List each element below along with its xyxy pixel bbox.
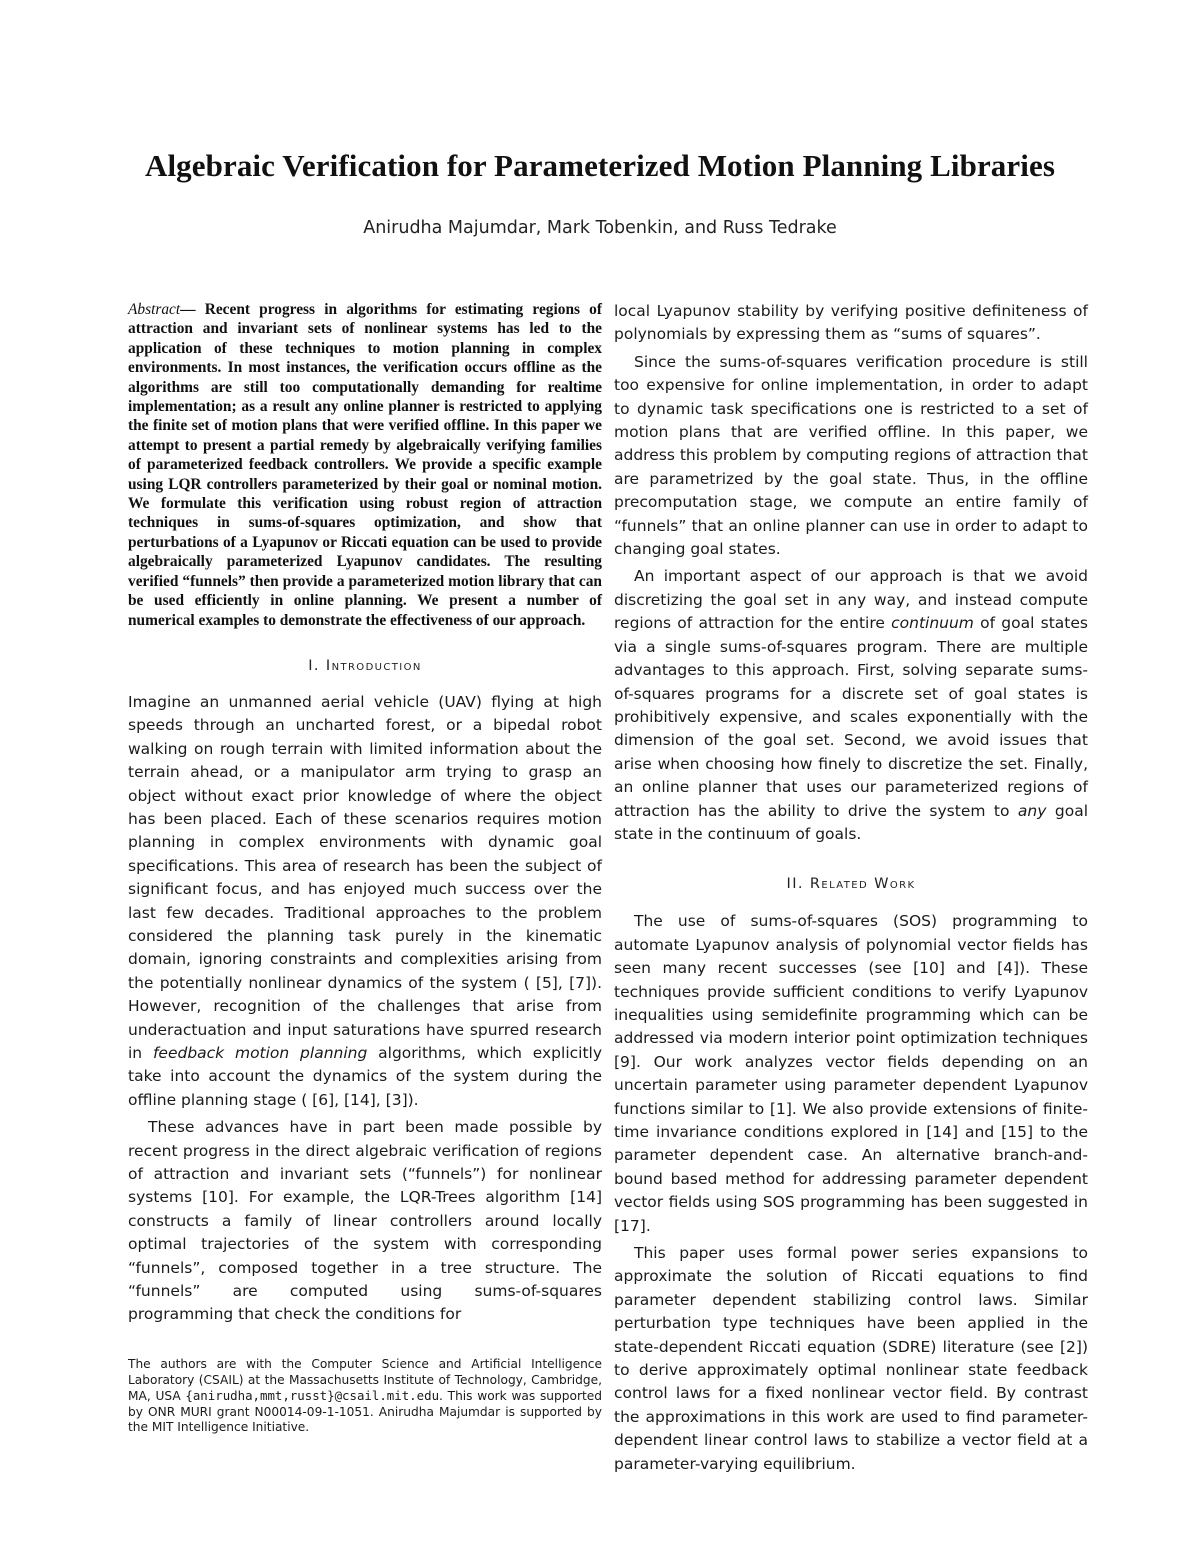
right-column [614,300,1088,1480]
related-paragraph-2: This paper uses formal power series expansions to approximate the solution of Riccati equations to find parameter dependent stabilizing control laws. Similar perturbation type techniques have been applied in the state-dependent Riccati equation (SDRE) literature (see [2]) to derive approximately optimal nonlinear state feedback control laws for a fixed nonlinear vector field. By contrast the approximations in this work are used to find parameter-dependent linear control laws to stabilize a vector field at a parameter-varying equilibrium. [614,1244,1088,1473]
intro-paragraph-2-continued: local Lyapunov stability by verifying positive definiteness of polynomials by expressing them as “sums of squares”. [614,302,1088,344]
intro-paragraph-2: These advances have in part been made possible by recent progress in the direct algebraic verification of regions of attraction and invariant sets (“funnels”) for nonlinear systems [10]. For example, the LQR-Trees algorithm [14] constructs a family of linear controllers around locally optimal trajectories of the system with corresponding “funnels”, composed together in a tree structure. The “funnels” are computed using sums-of-squares programming that check the conditions for [128,1118,602,1324]
section-heading-introduction: I. Introduction [308,657,422,674]
intro-p4-text-a: An important aspect of our approach is that we avoid discretizing the goal set in any way, and instead compute regions of attraction for the entire [614,567,1088,633]
intro-paragraph-1 [128,691,602,1112]
intro-paragraph-3: Since the sums-of-squares verification procedure is still too expensive for online implementation, in order to adapt to dynamic task specifications one is restricted to a set of motion plans that are verified offline. In this paper, we address this problem by computing regions of attraction that are parametrized by the goal state. Thus, in the offline precomputation stage, we compute an entire family of “funnels” that an online planner can use in order to adapt to changing goal states. [614,352,1088,559]
author-list: Anirudha Majumdar, Mark Tobenkin, and Russ Tedrake [363,218,837,238]
left-column [128,300,602,1331]
abstract-label: Abstract [128,301,181,318]
footnote [128,1357,602,1436]
intro-p1-end: algorithms, which explicitly take into account the dynamics of the system during the offline planning stage ( [6], [14], [3]). [128,1044,603,1109]
intro-p4-emphasis-continuum: continuum [891,614,974,633]
paper-title: Algebraic Verification for Parameterized Motion Planning Libraries [144,148,1056,183]
intro-p4-text-c: goal state in the continuum of goals. [614,801,1088,843]
intro-p4-text-b: of goal states via a single sums-of-squares program. There are multiple advantages to this approach. First, solving separate sums-of-squares programs for a discrete set of goal states is prohibitively expensive, and scales exponentially with the dimension of the goal set. Second, we avoid issues that arise when choosing how finely to discretize the set. Finally, an online planner that uses our parameterized regions of attraction has the ability to drive the system to [614,614,1088,820]
section-heading-related-work: II. Related Work [786,876,916,893]
intro-paragraph-4 [614,565,1088,846]
intro-p1-text: Imagine an unmanned aerial vehicle (UAV) flying at high speeds through an uncharted forest, or a bipedal robot walking on rough terrain with limited information about the terrain ahead, or a manipulator arm trying to grasp an object without exact prior knowledge of where the object has been placed. Each of these scenarios requires motion planning in complex environments with dynamic goal specifications. This area of research has been the subject of significant focus, and has enjoyed much success over the last few decades. Traditional approaches to the problem considered the planning task purely in the kinematic domain, ignoring constraints and complexities arising from the potentially nonlinear dynamics of the system ( [5], [7]). However, recognition of the challenges that arise from underactuation and input saturations have spurred research in [128,692,602,1062]
footnote-affiliation: The authors are with the Computer Science and Artificial Intelligence Laboratory (CSAIL) at the Massachusetts Institute of Technology, Cambridge, MA, USA [128,1357,602,1404]
footnote-email: {anirudha,mmt,russt}@csail.mit.edu [185,1388,440,1404]
abstract-text: — Recent progress in algorithms for estimating regions of attraction and invariant sets of nonlinear systems has led to the application of these techniques to motion planning in complex environments. In most instances, the verification occurs offline as the algorithms are still too computationally demanding for realtime implementation; as a result any online planner is restricted to applying the finite set of motion plans that were verified offline. In this paper we attempt to present a partial remedy by algebraically verifying families of parameterized feedback controllers. We provide a specific example using LQR controllers parameterized by their goal or nominal motion. We formulate this verification using robust region of attraction techniques in sums-of-squares optimization, and show that perturbations of a Lyapunov or Riccati equation can be used to provide algebraically parameterized Lyapunov candidates. The resulting verified “funnels” then provide a parameterized motion library that can be used efficiently in online planning. We present a number of numerical examples to demonstrate the effectiveness of our approach. [128,301,602,629]
intro-p1-emphasis: feedback motion planning [152,1044,368,1062]
related-paragraph-1: The use of sums-of-squares (SOS) programming to automate Lyapunov analysis of polynomial vector fields has seen many recent successes (see [10] and [4]). These techniques provide sufficient conditions to verify Lyapunov inequalities using semidefinite programming which can be addressed via modern interior point optimization techniques [9]. Our work analyzes vector fields depending on an uncertain parameter using parameter dependent Lyapunov functions similar to [1]. We also provide extensions of finite-time invariance conditions explored in [14] and [15] to the parameter dependent case. An alternative branch-and-bound based method for addressing parameter dependent vector fields using SOS programming has been suggested in [17]. [614,912,1088,1235]
intro-p4-emphasis-any: any [1017,801,1047,820]
footnote-funding: . This work was supported by ONR MURI grant N00014-09-1-1051. Anirudha Majumdar is supported by the MIT Intelligence Initiative. [128,1389,602,1435]
abstract [128,300,602,630]
